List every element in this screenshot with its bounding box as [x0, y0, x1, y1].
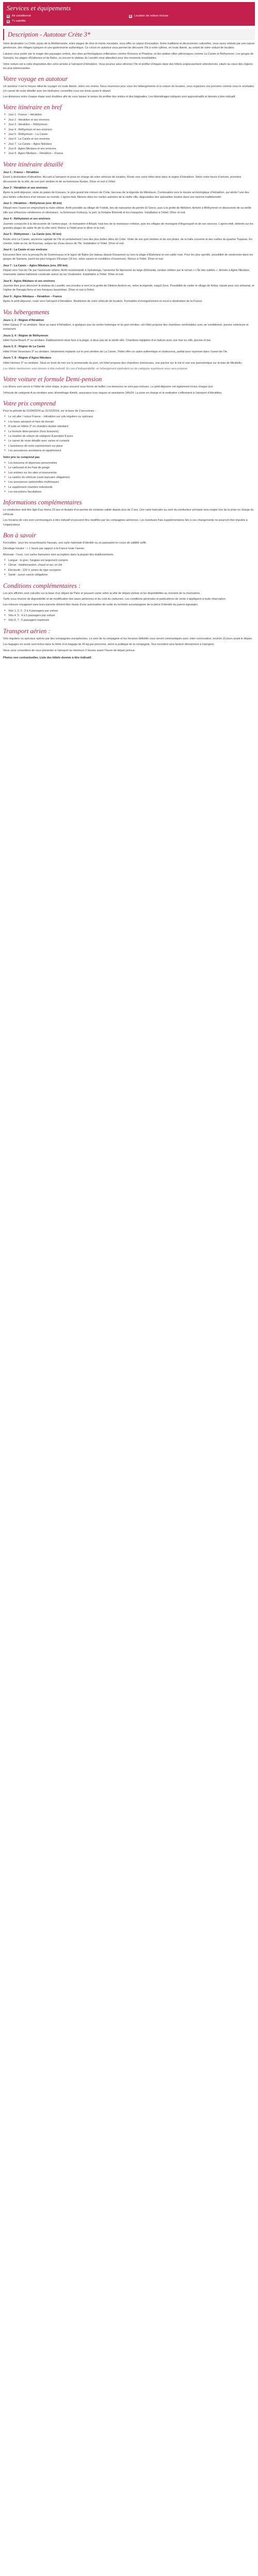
hebergements-title: Vos hébergements [3, 308, 50, 316]
formule-title: Votre voiture et formule Demi-pension [3, 376, 102, 383]
description-paragraph: Votre voiture est à votre disposition dès votre arrivée à l’aéroport d’Héraklion. Vous pourrez ainsi sillonner l’île et profiter d’étapes dans des hôtels soigneusement sélectionnés, situés au cœur des régions les plus intéressantes. [3, 62, 253, 70]
day-title: Jour 5 : Réthymnon – La Canée (env. 60 km) [3, 233, 61, 236]
conditions-list [3, 609, 255, 623]
prix-title: Votre prix comprend [3, 400, 56, 407]
day-title: Jour 3 : Héraklion – Réthymnon (env. 80 km) [3, 202, 62, 205]
transport-title: Transport aérien : [3, 627, 51, 635]
description-header [3, 29, 255, 40]
day-text: Journée libre pour découvrir le plateau du Lassithi, ses moulins à vent et la grotte de Dikteon Andron où, selon la légende, naquit Zeus. Possibilité de visiter le village de Kritsa, réputé pour son artisanat, et l’église de Panagia Kera et ses fresques byzantines. Dîner et nuit à l’hôtel. [3, 284, 254, 292]
prix-item: ● La formule demi-pension (hors boissons) [3, 430, 255, 434]
day-title: Jour 2 : Héraklion et ses environs [3, 186, 48, 190]
bonasavoir-title: Bon à savoir [3, 531, 36, 539]
transport-paragraph: Nous vous conseillons de vous présenter à l’aéroport au minimum 2 heures avant l’heure de départ prévue. [3, 649, 136, 652]
prix-item: ● La location de voiture de catégorie A pendant 8 jours [3, 434, 255, 438]
day-text: Journée consacrée à la découverte de l’arrière-pays : le monastère d’Arkadi, haut lieu de la résistance crétoise, puis les villages de montagne d’Argyroupoli et de ses sources. L’après-midi, détente sur les grandes plages de sable fin de la côte nord. Retour à l’hôtel pour le dîner et la nuit. [3, 222, 253, 230]
conditions-paragraph: Les prix affichés sont calculés sur la base d’un départ de Paris et peuvent varier selon la ville de départ choisie et les disponibilités au moment de la réservation. [3, 591, 201, 595]
prix-item: ● Les taxes aéroport et frais de dossier [3, 420, 255, 424]
bonasavoir-item: ● Climat : méditerranéen, chaud et sec en été [3, 563, 255, 567]
formule-paragraph: Les dîners sont servis à l’hôtel de votre étape, le plus souvent sous forme de buffet. Les boissons ne sont pas incluses. Le petit-déjeuner est également inclus chaque jour. [3, 385, 214, 389]
not-included-list [3, 461, 255, 495]
bonasavoir-item: ● Électricité : 220 V, prises de type européen [3, 568, 255, 572]
not-included-title: Votre prix ne comprend pas [3, 456, 40, 460]
infos-title: Informations complémentaires [3, 499, 82, 506]
hebergement-text: Hôtel Hermes 3* ou similaire. Situé en bord de mer sur la promenade du port, cet hôtel propose des chambres lumineuses, une piscine sur le toit et une vue panoramique sur la baie de Mirabello. [3, 361, 243, 365]
hebergement-text: Hôtel Kyma Beach 3* ou similaire. Établissement situé face à la plage, à deux pas de la vieille ville. Chambres équipées d’un balcon avec vue mer ou ville, piscine et bar. [3, 339, 212, 342]
not-included-item: ● Les assurances optionnelles multirisques [3, 480, 255, 484]
itineraire-item: ● Jour 7 : La Canée – Agios Nikolaos [3, 142, 255, 146]
page [0, 0, 258, 665]
hebergement-text: Hôtel Porto Veneziano 3* ou similaire. Idéalement implanté sur le port vénitien de La Canée, l’hôtel offre un cadre authentique et chaleureux, parfait pour rayonner dans l’ouest de l’île. [3, 350, 228, 353]
not-included-item: ● Les entrées sur les sites et monuments [3, 471, 255, 475]
itineraire-item: ● Jour 2 : Héraklion et ses environs [3, 118, 255, 122]
day-text: Départ vers l’est de l’île par l’autoroute côtière. Arrêt recommandé à Spinalonga, l’ancienne île léproserie au large d’Elounda, rendue célèbre par le roman « L’Île des oubliés ». Arrivée à Agios Nikolaos, charmante station balnéaire construite autour du lac Voulismeni. Installation à l’hôtel. Dîner et nuit. [3, 268, 250, 277]
check-icon [7, 20, 10, 23]
formule-paragraph: Véhicule de catégorie A ou similaire avec kilométrage illimité, assurance tous risques et assistance 24h/24. La prise en charge et la restitution s’effectuent à l’aéroport d’Héraklion. [3, 391, 222, 395]
conditions-paragraph: Les mineurs voyageant sans leurs parents doivent être munis d’une autorisation de sortie du territoire accompagnée de la pièce d’identité du parent signataire. [3, 603, 199, 607]
bonasavoir-item: ● Langue : le grec, l’anglais est largement compris [3, 558, 255, 563]
day-title: Jour 9 : Agios Nikolaos – Héraklion – France [3, 295, 62, 298]
hebergements-note: Les hôtels mentionnés sont donnés à titre indicatif. En cas d’indisponibilité, un hébergement équivalent ou de catégorie supérieure vous sera proposé. [3, 367, 188, 370]
service-item [7, 19, 129, 24]
day-title: Jour 7 : La Canée – Agios Nikolaos (env. 200 km) [3, 264, 68, 267]
transport-paragraph: Vols réguliers ou spéciaux opérés par des compagnies européennes. Le nom de la compagnie et les horaires définitifs vous seront communiqués avec votre convocation, environ 10 jours avant le départ. [3, 637, 253, 640]
hebergement-title: Jours 3, 4 : Région de Réthymnon [3, 334, 49, 337]
not-included-item: ● Les boissons et dépenses personnelles [3, 461, 255, 465]
conditions-item: ● Vols 1, 2, 3 : 2 à 4 passagers par voiture [3, 609, 255, 613]
conditions-item: ● Vols 6, 7 : 5 passagers maximum [3, 618, 255, 622]
infos-paragraph: Les horaires de vols sont communiqués à titre indicatif et peuvent être modifiés par les compagnies aériennes. Les éventuels frais supplémentaires liés à ces changements ne pourront être imputés à l’organisateur. [3, 519, 248, 527]
itineraire-item: ● Jour 9 : Agios Nikolaos – Héraklion – France [3, 151, 255, 156]
hebergement-title: Jours 7, 8 : Région d’Agios Nikolaos [3, 357, 52, 360]
hebergement-title: Jours 5, 6 : Région de La Canée [3, 345, 45, 349]
day-text: Départ vers l’ouest en empruntant la route côtière. Arrêt possible au village de Fodele, lieu de naissance du peintre El Greco, puis à la grotte de Melidoni. Arrivée à Réthymnon et découverte de sa vieille ville aux influences vénitiennes et ottomanes : la forteresse Fortezza, le port, la fontaine Rimondi et les mosquées. Installation à l’hôtel. Dîner et nuit. [3, 207, 251, 214]
itineraire-item: ● Jour 6 : La Canée et ses environs [3, 137, 255, 141]
day-text: Après le petit-déjeuner, visite du palais de Knossos, le plus grand site minoen de Crète, berceau de la légende du Minotaure. Continuation vers le musée archéologique d’Héraklion, qui abrite l’une des plus belles collections d’art minoen au monde. L’après-midi, flânerie dans les ruelles animées de la vieille ville, dégustation des spécialités locales dans une taverne traditionnelle. [3, 191, 249, 199]
bonasavoir-list [3, 558, 255, 578]
prix-list [3, 415, 255, 453]
service-label: Tv satellite [12, 20, 26, 23]
voyage-paragraph: Les distances entre chaque étape sont étudiées afin de vous laisser le temps de profiter des visites et des baignades. Les kilométrages indiqués sont approximatifs et donnés à titre indicatif. [3, 95, 236, 98]
prix-item: ● Le vol aller / retour France – Héraklion sur vols réguliers ou spéciaux [3, 415, 255, 419]
not-included-item: ● La caution du véhicule (carte bancaire obligatoire) [3, 476, 255, 480]
bonasavoir-paragraph: Formalités : pour les ressortissants français, une carte nationale d’identité ou un passeport en cours de validité suffit. [3, 541, 147, 545]
transport-paragraph: Les bagages en soute sont inclus dans la limite d’un bagage de 20 kg par personne, selon la politique de la compagnie. Tout excédent sera facturé directement à l’aéroport. [3, 643, 215, 647]
itineraire-title: Votre itinéraire en bref [3, 104, 62, 111]
hebergement-text: Hôtel Galaxy 3* ou similaire. Situé au cœur d’Héraklion, à quelques pas du centre historique et du port vénitien, cet hôtel propose des chambres confortables avec air conditionné, piscine extérieure et restaurant. [3, 323, 249, 331]
services-grid [7, 14, 251, 24]
service-label: Location de voiture incluse [134, 14, 169, 18]
service-item [7, 14, 129, 19]
description-paragraph: Votre destination La Crète, joyau de la Méditerranée, entre plages de rêve et monts escarpés, vous offre un séjour d’exception. Entre traditions et découvertes culturelles, vous serez séduits par une nature généreuse, des villages typiques et une gastronomie authentique. Ce circuit en autotour vous permet de découvrir l’île à votre rythme, en toute liberté, au volant de votre voiture de location. [3, 42, 255, 50]
not-included-item: ● Le supplément chambre individuelle [3, 485, 255, 489]
day-title: Jour 8 : Agios Nikolaos et ses environs [3, 279, 55, 283]
bonasavoir-paragraph: Monnaie : l’euro. Les cartes bancaires sont acceptées dans la plupart des établissements. [3, 553, 114, 556]
prix-item: ● Les assurances assistance et rapatriement [3, 449, 255, 453]
prix-item: ● L’assistance de notre représentant sur place [3, 444, 255, 448]
prix-item: ● Le carnet de route détaillé avec cartes et conseils [3, 439, 255, 443]
detail-title: Votre itinéraire détaillé [3, 160, 63, 168]
itineraire-item: ● Jour 5 : Réthymnon – La Canée [3, 132, 255, 137]
check-icon [7, 15, 10, 18]
day-text: Excursion libre vers la presqu’île de Gramvoussa et le lagon de Balos (en bateau depuis Kissamos) ou vers la plage d’Elafonissi et son sable rosé. Pour les plus sportifs, possibilité de randonnée dans les gorges de Samaria, parmi les plus longues d’Europe (16 km, selon saison et conditions d’ouverture). Retour à l’hôtel. Dîner et nuit. [3, 253, 253, 261]
bonasavoir-item: ● Santé : aucun vaccin obligatoire [3, 573, 255, 577]
prix-intro: Pour la période du 01/04/2024 au 31/10/2024, sur la base de 2 personnes : [3, 410, 96, 413]
day-title: Jour 1 : France – Héraklion [3, 171, 39, 174]
service-item [129, 14, 251, 19]
day-text: Après le petit-déjeuner, route vers l’aéroport d’Héraklion. Restitution de votre véhicule de location. Formalités d’enregistrement et envol à destination de la France. [3, 300, 203, 303]
description-title: Description - Autotour Crète 3* [8, 31, 91, 38]
prix-item: ● 8 nuits en hôtels 3* en chambre double standard [3, 425, 255, 429]
check-icon [129, 15, 132, 18]
day-text: Envol à destination d’Héraklion. Accueil à l’aéroport et prise en charge de votre véhicule de location. Route vers votre hôtel situé dans la région d’Héraklion. Selon votre heure d’arrivée, première découverte de la ville, de son port vénitien et de sa forteresse Koules. Dîner et nuit à l’hôtel. [3, 176, 241, 183]
service-label: Air conditionné [12, 14, 31, 18]
day-title: Jour 4 : Réthymnon et ses environs [3, 217, 51, 221]
not-included-item: ● Les excursions facultatives [3, 490, 255, 494]
itineraire-item: ● Jour 3 : Héraklion – Réthymnon [3, 123, 255, 127]
day-title: Jour 6 : La Canée et ses environs [3, 248, 47, 252]
conditions-title: Conditions complémentaires : [3, 582, 81, 589]
hebergement-title: Jours 1, 2 : Région d’Héraklion [3, 318, 44, 322]
itineraire-item: ● Jour 4 : Réthymnon et ses environs [3, 128, 255, 132]
bonasavoir-paragraph: Décalage horaire : + 1 heure par rapport à la France toute l’année. [3, 547, 85, 551]
day-text: Route vers La Canée, ancienne capitale de l’île et certainement l’une des plus belles villes de Crète. Visite de son port vénitien et de son phare, de la halle couverte et des ruelles du quartier Topanas. En chemin, halte au lac de Kournas, unique lac d’eau douce de l’île. Installation à l’hôtel. Dîner et nuit. [3, 238, 252, 245]
conditions-paragraph: Tarifs sous réserve de disponibilité et de modification des taxes aériennes et du coût du carburant. Les conditions générales et particulières de vente s’appliquent à toute réservation. [3, 597, 227, 601]
itineraire-list [3, 113, 255, 156]
services-box [3, 2, 255, 26]
itineraire-item: ● Jour 8 : Agios Nikolaos et ses environs [3, 147, 255, 151]
voyage-title: Votre voyage en autotour [3, 75, 68, 83]
services-title: Services et équipements [7, 4, 71, 12]
description-paragraph: Laissez-vous porter par la magie des paysages crétois, des sites archéologiques millénaires comme Knossos et Phaistos, et des petites villes pittoresques comme La Canée et Réthymnon. Les gorges de Samaria, les plages d’Elafonissi et de Balos, ou encore le plateau du Lassithi vous attendent pour des moments inoubliables. [3, 52, 254, 60]
itineraire-item: ● Jour 1 : France – Héraklion [3, 113, 255, 117]
conditions-item: ● Vols 4, 5 : 4 à 5 passagers par voiture [3, 614, 255, 618]
voyage-paragraph: Un autotour c’est le moyen idéal de voyager en toute liberté, selon vos envies. Nous réservons pour vous les hébergements et la voiture de location, vous organisez vos journées comme vous le souhaitez. Un carnet de route détaillé avec les itinéraires conseillés vous est remis avant le départ. [3, 85, 255, 93]
footer-text: Photos non contractuelles. Liste des hôtels donnée à titre indicatif. [3, 656, 92, 659]
not-included-item: ● Le carburant et les frais de péage [3, 466, 255, 470]
infos-paragraph: Le conducteur doit être âgé d’au moins 23 ans et titulaire d’un permis de conduire valide depuis plus de 2 ans. Une carte bancaire au nom du conducteur principal sera exigée lors de la prise en charge du véhicule. [3, 509, 254, 516]
